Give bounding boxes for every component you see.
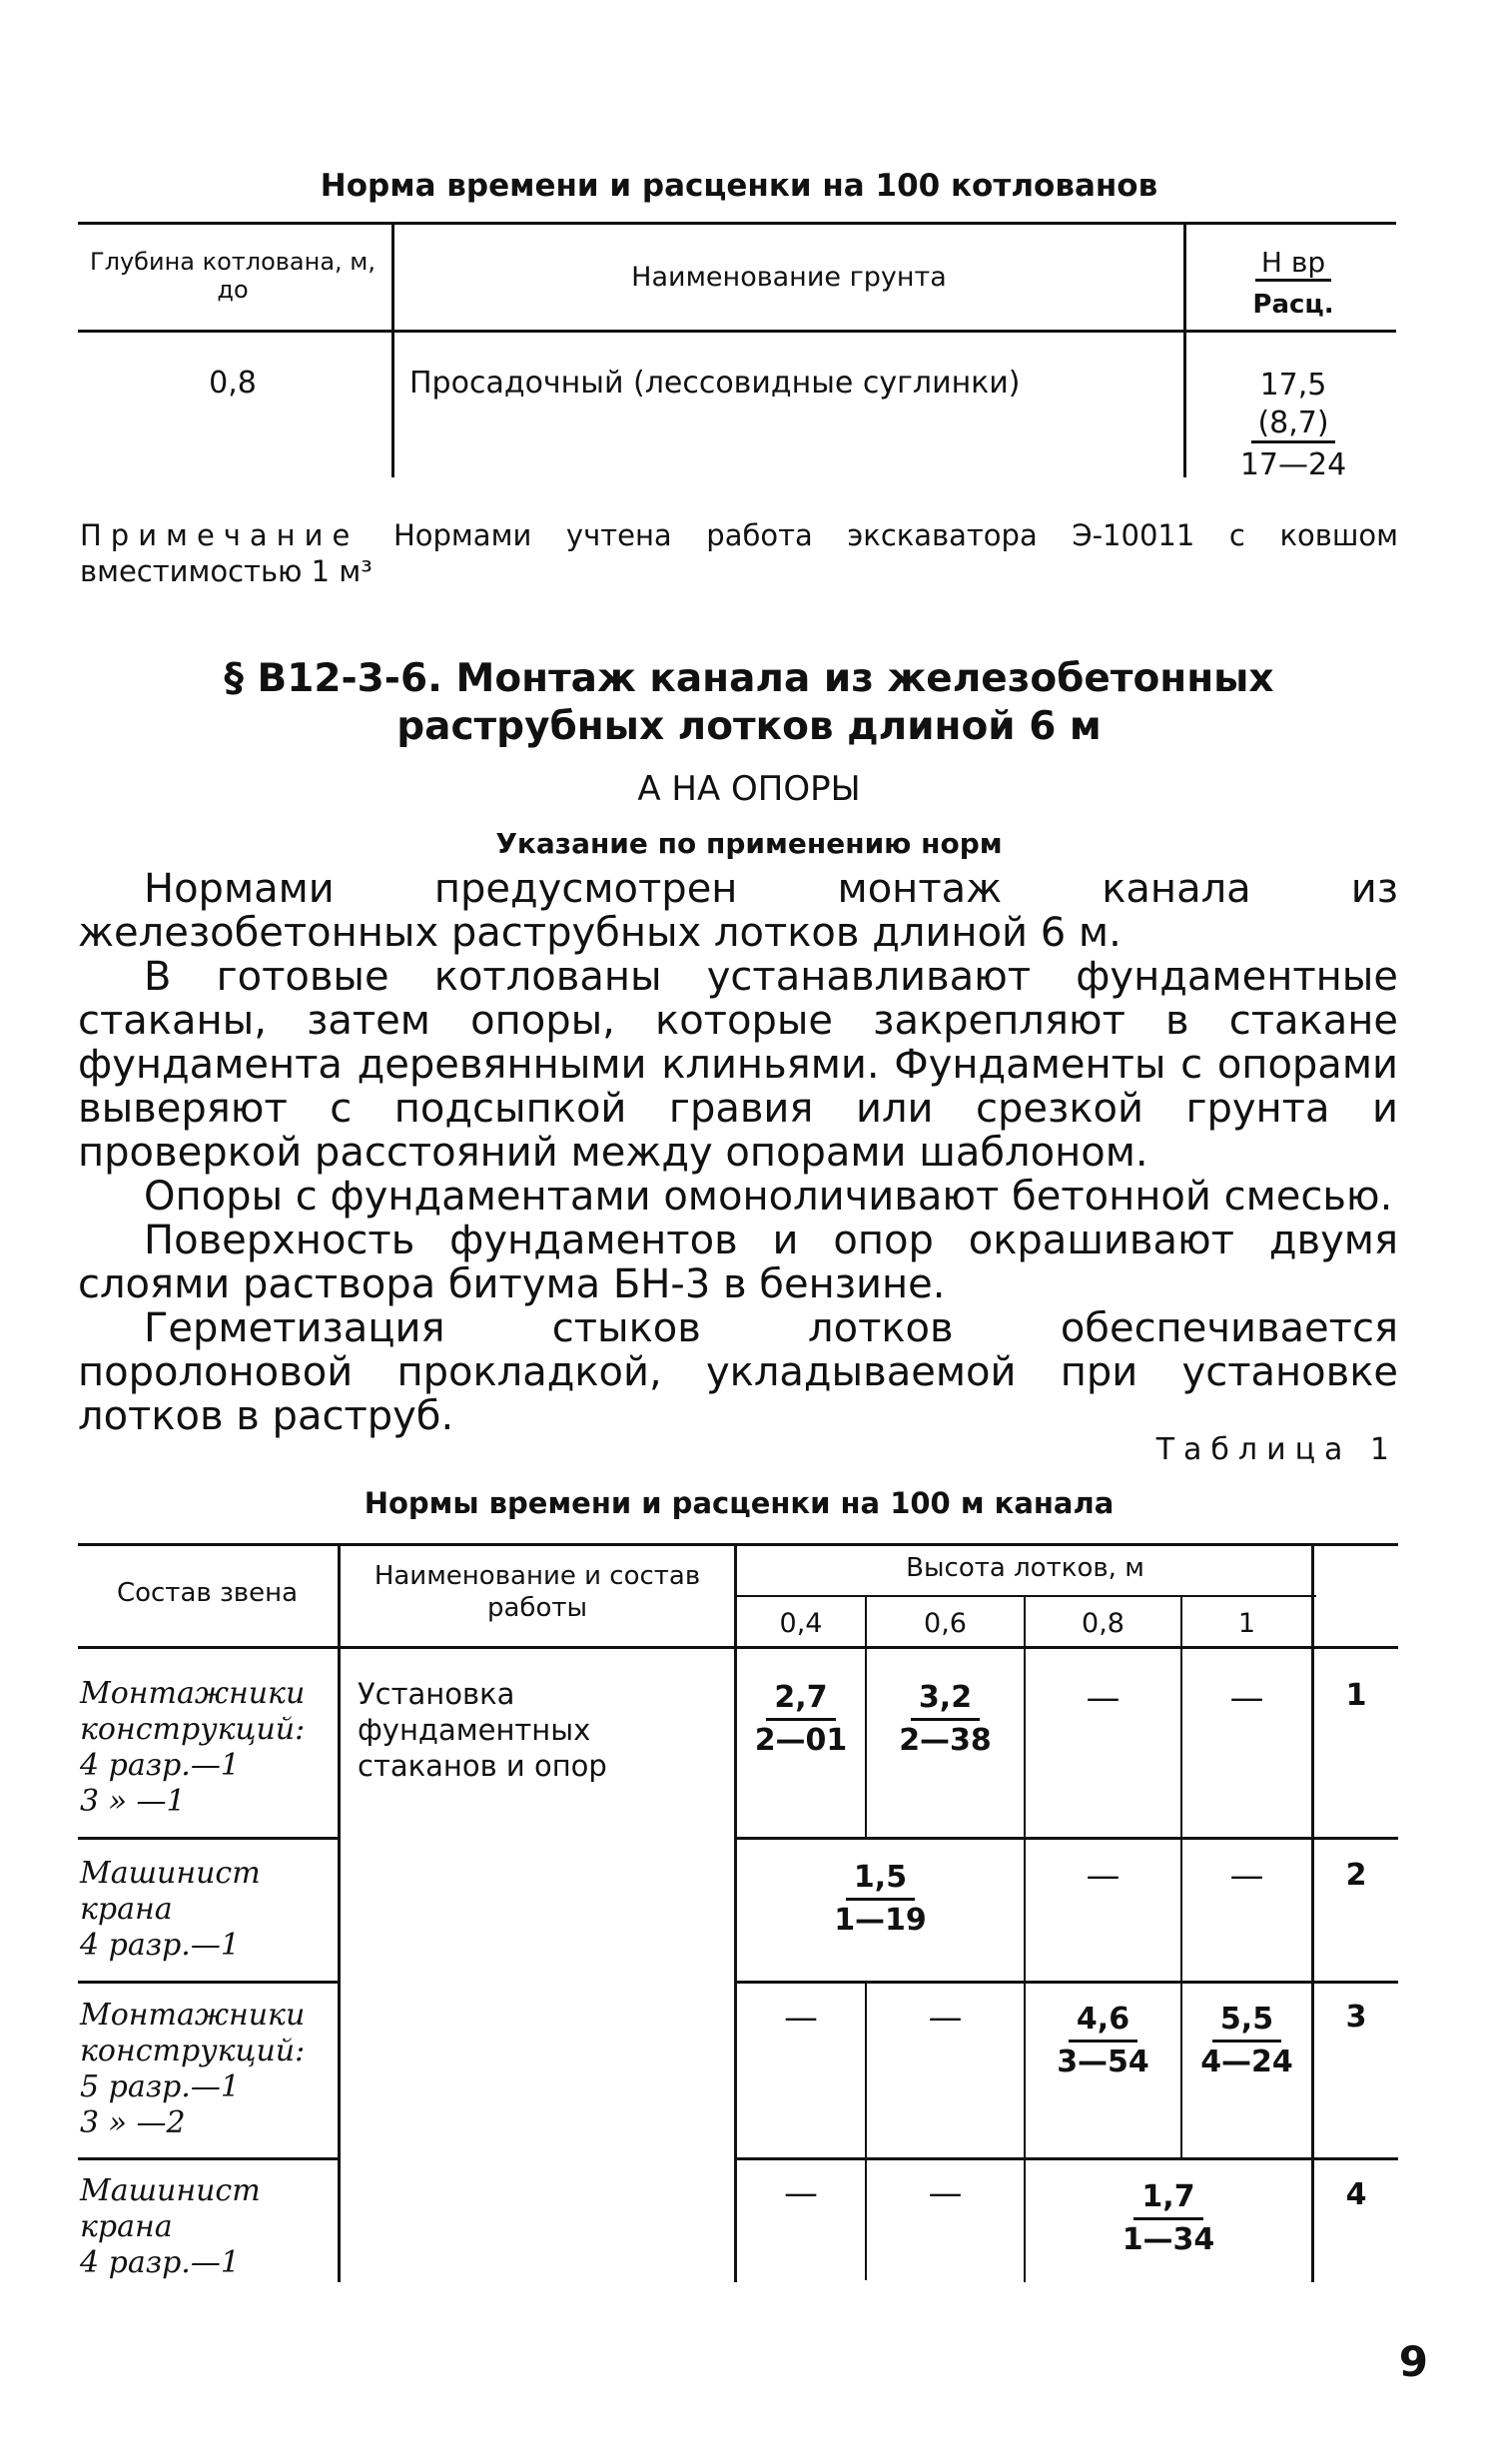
row1-cell-h1 (737, 1678, 865, 1761)
table1-value1: 17,5 (1259, 368, 1327, 403)
row1-crew-line1: Монтажники (80, 1676, 306, 1711)
table2-title: Нормы времени и расценки на 100 м канала (364, 1486, 1115, 1520)
row4-crew-line3: 4 разр.—1 (80, 2245, 240, 2280)
row1-cell-h2 (867, 1678, 1024, 1761)
note (80, 517, 1398, 589)
row3-crew (80, 1998, 335, 2141)
table2-top-border (78, 1543, 1398, 1546)
table2-header-h1: 0,4 (779, 1608, 823, 1639)
note-label: Примечание (80, 518, 360, 552)
section-title-line2: раструбных лотков длиной 6 м (396, 704, 1102, 749)
row1-cell-h4: — (1229, 1678, 1264, 1718)
table1-top-border (78, 222, 1396, 225)
row3-h4-norm: 5,5 (1212, 2000, 1281, 2043)
paragraph-1: Нормами предусмотрен монтаж канала из железобетонных раструбных лотков длиной 6 м. (78, 866, 1398, 956)
paragraph-2: В готовые котлованы устанавливают фундаментные стаканы, затем опоры, которые закрепляют в стакане фундамента деревянными клиньями. Фундаменты с опорами выверяют с подсыпкой гравия или срезкой грунта и проверкой расстояний между опорами шаблоном. (78, 954, 1398, 1176)
row3-h4-price: 4—24 (1200, 2045, 1293, 2079)
note-text: Нормами учтена работа экскаватора Э-10011 с ковшом вместимостью 1 м³ (80, 518, 1398, 588)
row3-cell-h3 (1026, 2000, 1180, 2082)
row3-border-right (737, 2157, 1398, 2160)
table2-col-divider-crew (338, 1543, 341, 2282)
row1-crew-line3: 4 разр.—1 (80, 1748, 240, 1783)
instructions-title: Указание по применению норм (495, 827, 1003, 860)
table2-col-divider-num (1311, 1543, 1314, 2282)
row1-h1-norm: 2,7 (766, 1678, 835, 1721)
row2-number: 2 (1345, 1858, 1367, 1893)
row1-crew-line2: конструкций: (80, 1712, 306, 1747)
table2-work-name: Установка фундаментных стаканов и опор (358, 1677, 607, 1783)
table1-soil-value: Просадочный (лессовидные суглинки) (409, 366, 1021, 401)
row1-crew-line4: 3 » —1 (80, 1784, 186, 1819)
row3-border-left (78, 2157, 338, 2160)
table1-value2: (8,7) (1251, 406, 1334, 443)
row3-number: 3 (1345, 2000, 1367, 2035)
table1-col-divider-2 (1183, 222, 1186, 477)
row1-h2-price: 2—38 (899, 1723, 992, 1758)
row3-cell-h1: — (784, 1998, 818, 2038)
row2-cell-merged (737, 1858, 1024, 1941)
row4-cell-merged (1026, 2177, 1311, 2260)
section-title-line1: § В12-3-6. Монтаж канала из железобетонных (224, 656, 1274, 701)
table1-price: 17—24 (1239, 447, 1347, 482)
row4-cell-h1: — (784, 2173, 818, 2213)
row3-crew-line4: 3 » —2 (80, 2105, 186, 2140)
table1-header-price: Расц. (1252, 290, 1334, 320)
page-number: 9 (1398, 2337, 1428, 2386)
table2-header-border (78, 1646, 1398, 1649)
row2-border-left (78, 1981, 338, 1984)
table2-header-h4: 1 (1237, 1608, 1256, 1639)
row2-merged-price: 1—19 (834, 1903, 927, 1938)
table2-header-work: Наименование и состав работы (374, 1561, 701, 1623)
row2-merged-norm: 1,5 (846, 1858, 915, 1901)
row4-crew-line1: Машинист (80, 2173, 261, 2208)
row1-cell-h3: — (1086, 1678, 1121, 1718)
row3-cell-h2: — (928, 1998, 963, 2038)
norm-top-label: Н вр (1255, 246, 1331, 282)
instructions-body (78, 867, 1398, 1438)
row2-crew-line2: крана (80, 1892, 173, 1927)
row2-cell-h3: — (1086, 1856, 1121, 1896)
table1-header-depth: Глубина котлована, м, до (89, 248, 376, 304)
table2-header-height: Высота лотков, м (906, 1553, 1144, 1583)
table2-header-h2: 0,6 (924, 1608, 967, 1639)
table1-depth-value: 0,8 (209, 366, 257, 401)
row1-h2-norm: 3,2 (911, 1678, 980, 1721)
row4-merged-norm: 1,7 (1133, 2177, 1202, 2220)
paragraph-3: Опоры с фундаментами омоноличивают бетонной смесью. (144, 1174, 1393, 1220)
row3-crew-line2: конструкций: (80, 2034, 306, 2068)
row3-crew-line1: Монтажники (80, 1998, 306, 2033)
table1-col-divider-1 (391, 222, 394, 477)
row2-crew-line1: Машинист (80, 1856, 261, 1891)
paragraph-5: Герметизация стыков лотков обеспечивается поролоновой прокладкой, укладываемой при установке лотков в раструб. (78, 1305, 1398, 1439)
row2-border-right (737, 1981, 1398, 1984)
row2-crew (80, 1856, 335, 1964)
row2-crew-line3: 4 разр.—1 (80, 1928, 240, 1963)
table1-header-soil: Наименование грунта (631, 262, 947, 293)
table2-header-crew: Состав звена (116, 1578, 299, 1608)
table2-header-h3: 0,8 (1082, 1608, 1125, 1639)
row1-crew (80, 1676, 335, 1820)
table2-label: Таблица 1 (1155, 1432, 1398, 1467)
row4-number: 4 (1345, 2177, 1367, 2212)
table2-height-divider (737, 1595, 1316, 1597)
row3-crew-line3: 5 разр.—1 (80, 2069, 240, 2104)
paragraph-4: Поверхность фундаментов и опор окрашивают двумя слоями раствора битума БН-3 в бензине. (78, 1218, 1398, 1307)
table1-title: Норма времени и расценки на 100 котлованов (320, 168, 1158, 204)
row4-cell-h2: — (928, 2173, 963, 2213)
row1-border-right (737, 1837, 1398, 1840)
row4-crew (80, 2173, 335, 2281)
row4-crew-line2: крана (80, 2209, 173, 2244)
row3-h3-price: 3—54 (1057, 2045, 1149, 2079)
table1-value2-wrap (1190, 406, 1396, 443)
table1-header-border (78, 330, 1396, 333)
row3-h3-norm: 4,6 (1069, 2000, 1137, 2043)
row1-number: 1 (1345, 1678, 1367, 1713)
table1-header-norm (1190, 246, 1396, 282)
row1-h1-price: 2—01 (754, 1723, 848, 1758)
section-subtitle: А НА ОПОРЫ (637, 769, 861, 809)
row4-merged-price: 1—34 (1122, 2222, 1215, 2257)
row2-cell-h4: — (1229, 1856, 1264, 1896)
row3-cell-h4 (1182, 2000, 1311, 2082)
row1-border-left (78, 1837, 338, 1840)
